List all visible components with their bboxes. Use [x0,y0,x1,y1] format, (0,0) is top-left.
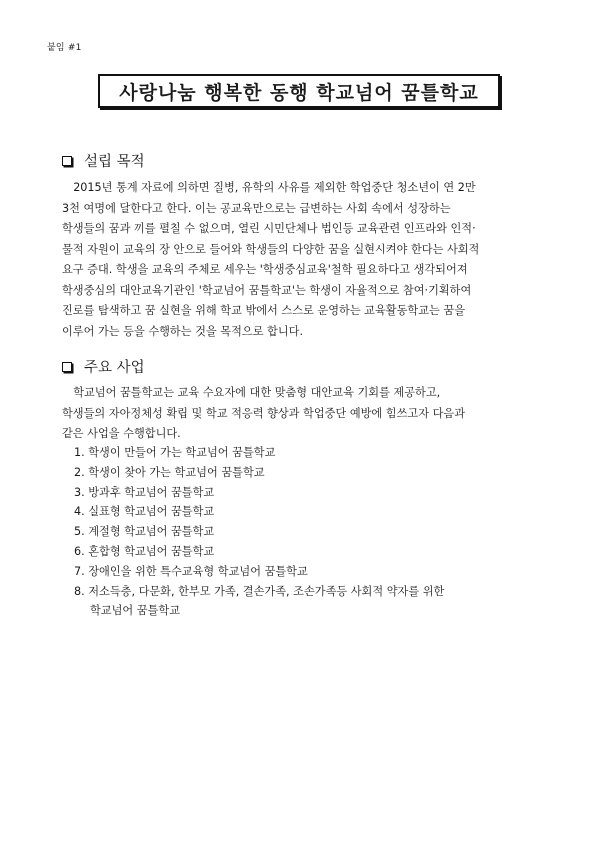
body-line: 2015년 통계 자료에 의하면 질병, 유학의 사유를 제외한 학업중단 청소년이 연 2만 [62,181,476,194]
section-business-intro [62,383,544,445]
body-line: 학교넘어 꿈틀학교는 교육 수요자에 대한 맞춤형 대안교육 기회를 제공하고, [62,386,441,399]
section-business-heading [62,356,145,377]
body-line: 요구 증대. 학생을 교육의 주체로 세우는 '학생중심교육'철학 필요하다고 생각되어져 [62,263,468,276]
attachment-label: 붙임 #1 [47,43,82,53]
document-title: 사랑나눔 행복한 동행 학교넘어 꿈틀학교 [119,81,479,104]
section-purpose-body [62,178,544,342]
section-purpose-title: 설립 목적 [84,154,145,170]
list-item: 5. 계절형 학교넘어 꿈틀학교 [74,525,215,539]
section-purpose-heading [62,150,145,171]
list-item-continuation: 학교넘어 꿈틀학교 [90,604,181,618]
body-line: 3천 여명에 달한다고 한다. 이는 공교육만으로는 급변하는 사회 속에서 성장하는 [62,201,451,215]
body-line: 진로를 탐색하고 꿈 실현을 위해 학교 밖에서 스스로 운영하는 교육활동학교는 꿈을 [62,304,466,317]
body-line: 물적 자원이 교육의 장 안으로 들어와 학생들의 다양한 꿈을 실현시켜야 한다는 사회적 [62,242,480,256]
list-item: 7. 장애인을 위한 특수교육형 학교넘어 꿈틀학교 [74,564,308,578]
business-list [74,443,544,621]
list-item: 6. 혼합형 학교넘어 꿈틀학교 [74,544,215,558]
list-item: 4. 실표형 학교넘어 꿈틀학교 [74,505,215,519]
list-item: 2. 학생이 찾아 가는 학교넘어 꿈틀학교 [74,465,265,479]
document-title-box [98,74,500,108]
list-item: 3. 방과후 학교넘어 꿈틀학교 [74,485,215,499]
section-business-title: 주요 사업 [84,360,145,376]
list-item: 8. 저소득층, 다문화, 한부모 가족, 결손가족, 조손가족등 사회적 약자를 위한 [74,584,445,598]
body-line: 학생들의 자아정체성 확립 및 학교 적응력 향상과 학업중단 예방에 힘쓰고자 다음과 [62,406,466,420]
body-line: 같은 사업을 수행합니다. [62,427,181,440]
checkbox-bullet-icon [62,362,72,372]
checkbox-bullet-icon [62,156,72,166]
list-item: 1. 학생이 만들어 가는 학교넘어 꿈틀학교 [74,446,276,459]
body-line: 학생들의 꿈과 끼를 펼칠 수 없으며, 열린 시민단체나 법인등 교육관련 인프라와 인적· [62,222,476,235]
body-line: 이루어 가는 등을 수행하는 것을 목적으로 합니다. [62,324,304,338]
body-line: 학생중심의 대안교육기관인 '학교넘어 꿈틀학교'는 학생이 자율적으로 참여·기획하여 [62,283,472,297]
